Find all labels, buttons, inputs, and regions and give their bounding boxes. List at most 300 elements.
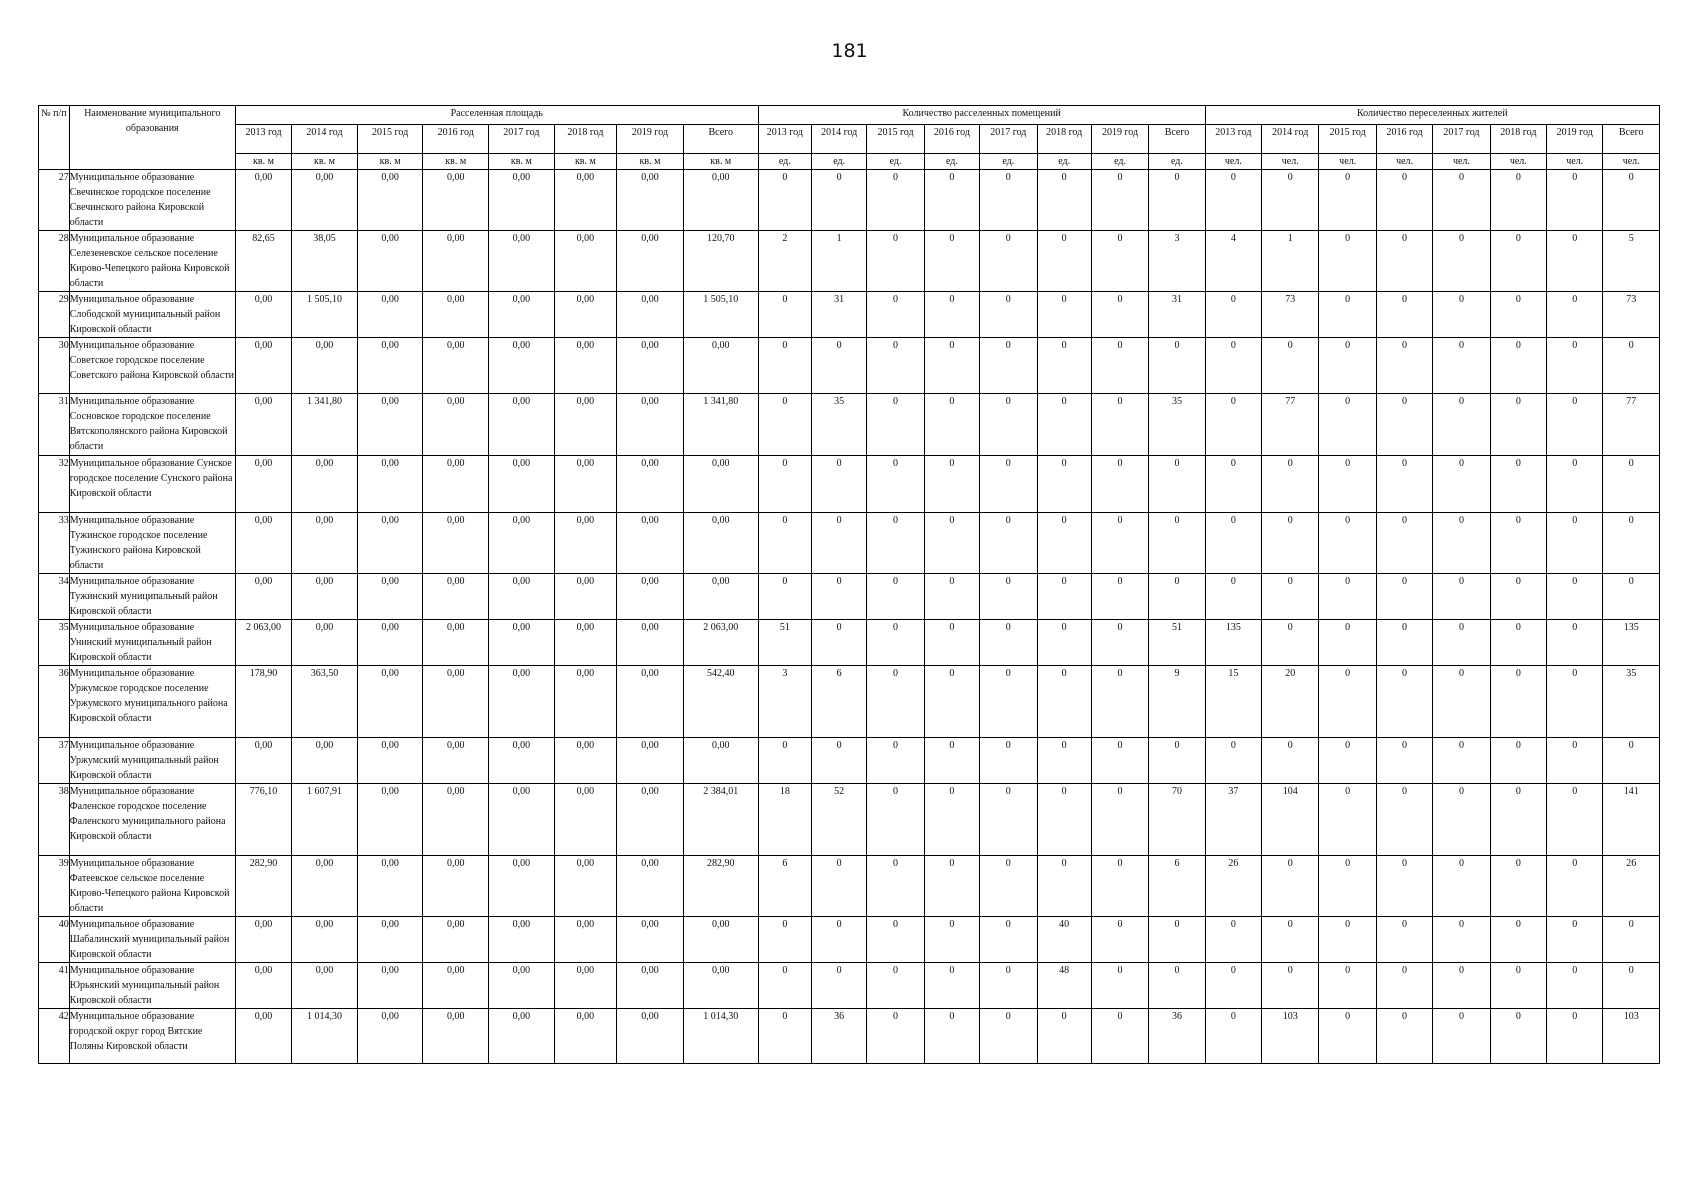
residents-value: 5 (1603, 231, 1660, 292)
units-value: 1 (811, 231, 866, 292)
unit-label: чел. (1376, 154, 1432, 170)
units-value: 6 (811, 666, 866, 738)
area-value: 2 384,01 (683, 784, 758, 856)
residents-value: 77 (1603, 394, 1660, 456)
units-value: 0 (867, 738, 924, 784)
year-header: Всего (1603, 125, 1660, 154)
municipality-name: Муниципальное образование Селезеневское сельское поселение Кирово-Чепецкого района Кировской области (69, 231, 235, 292)
residents-value: 0 (1319, 456, 1376, 513)
area-value: 0,00 (357, 231, 423, 292)
municipality-name: Муниципальное образование Тужинский муниципальный район Кировской области (69, 574, 235, 620)
units-value: 0 (867, 856, 924, 917)
area-value: 0,00 (292, 170, 358, 231)
units-value: 0 (1091, 856, 1148, 917)
table-row (39, 170, 1660, 231)
units-value: 0 (758, 338, 811, 394)
table-row (39, 394, 1660, 456)
area-value: 0,00 (489, 738, 555, 784)
units-value: 0 (867, 784, 924, 856)
area-value: 0,00 (423, 1009, 489, 1064)
residents-value: 0 (1433, 738, 1490, 784)
area-value: 0,00 (357, 394, 423, 456)
units-value: 0 (924, 338, 979, 394)
residents-value: 0 (1433, 292, 1490, 338)
residents-value: 0 (1490, 170, 1546, 231)
units-value: 0 (758, 394, 811, 456)
units-value: 0 (1037, 338, 1091, 394)
units-value: 0 (1037, 856, 1091, 917)
units-value: 6 (1149, 856, 1205, 917)
area-value: 0,00 (235, 1009, 291, 1064)
residents-value: 0 (1262, 738, 1319, 784)
area-value: 0,00 (489, 666, 555, 738)
residents-value: 0 (1262, 917, 1319, 963)
units-value: 48 (1037, 963, 1091, 1009)
residents-value: 0 (1490, 856, 1546, 917)
units-value: 0 (924, 1009, 979, 1064)
residents-value: 0 (1547, 456, 1603, 513)
residents-value: 0 (1205, 394, 1261, 456)
area-value: 1 505,10 (292, 292, 358, 338)
area-value: 0,00 (554, 170, 617, 231)
residents-value: 0 (1603, 338, 1660, 394)
area-value: 0,00 (423, 231, 489, 292)
row-number: 32 (39, 456, 70, 513)
unit-label: чел. (1433, 154, 1490, 170)
area-value: 0,00 (423, 292, 489, 338)
residents-value: 0 (1547, 917, 1603, 963)
area-value: 0,00 (357, 784, 423, 856)
area-value: 38,05 (292, 231, 358, 292)
residents-value: 0 (1319, 231, 1376, 292)
area-value: 0,00 (554, 784, 617, 856)
units-value: 0 (1037, 784, 1091, 856)
area-value: 0,00 (617, 338, 684, 394)
residents-value: 0 (1490, 917, 1546, 963)
units-value: 0 (1149, 574, 1205, 620)
residents-value: 20 (1262, 666, 1319, 738)
residents-value: 0 (1547, 856, 1603, 917)
unit-label: ед. (1091, 154, 1148, 170)
year-header: 2016 год (423, 125, 489, 154)
units-value: 0 (867, 666, 924, 738)
area-value: 0,00 (489, 338, 555, 394)
area-value: 0,00 (235, 456, 291, 513)
residents-value: 0 (1376, 738, 1432, 784)
units-value: 0 (867, 513, 924, 574)
area-value: 0,00 (489, 620, 555, 666)
units-value: 0 (1037, 666, 1091, 738)
header-row-groups (39, 106, 1660, 125)
residents-value: 0 (1319, 513, 1376, 574)
unit-label: чел. (1603, 154, 1660, 170)
residents-value: 0 (1205, 456, 1261, 513)
area-value: 0,00 (235, 170, 291, 231)
municipality-name: Муниципальное образование Сосновское городское поселение Вятскополянского района Кировской области (69, 394, 235, 456)
area-value: 0,00 (489, 231, 555, 292)
row-number: 36 (39, 666, 70, 738)
units-value: 0 (1149, 513, 1205, 574)
area-value: 0,00 (683, 456, 758, 513)
units-value: 0 (980, 170, 1037, 231)
residents-value: 0 (1319, 784, 1376, 856)
year-header: Всего (683, 125, 758, 154)
units-value: 0 (1091, 394, 1148, 456)
municipality-name: Муниципальное образование Тужинское городское поселение Тужинского района Кировской области (69, 513, 235, 574)
units-value: 0 (1037, 231, 1091, 292)
area-value: 1 341,80 (292, 394, 358, 456)
area-value: 178,90 (235, 666, 291, 738)
row-number: 38 (39, 784, 70, 856)
units-value: 0 (924, 170, 979, 231)
residents-value: 0 (1547, 292, 1603, 338)
year-header: 2016 год (924, 125, 979, 154)
row-number: 37 (39, 738, 70, 784)
area-value: 1 341,80 (683, 394, 758, 456)
residents-value: 0 (1376, 666, 1432, 738)
units-value: 0 (924, 292, 979, 338)
residents-value: 0 (1376, 170, 1432, 231)
area-value: 0,00 (617, 394, 684, 456)
units-value: 0 (811, 738, 866, 784)
residents-value: 0 (1603, 963, 1660, 1009)
units-value: 0 (1091, 738, 1148, 784)
year-header: 2017 год (489, 125, 555, 154)
area-value: 2 063,00 (683, 620, 758, 666)
units-value: 0 (980, 574, 1037, 620)
residents-value: 0 (1490, 738, 1546, 784)
area-value: 0,00 (683, 963, 758, 1009)
units-value: 70 (1149, 784, 1205, 856)
residents-value: 73 (1262, 292, 1319, 338)
residents-value: 0 (1262, 620, 1319, 666)
row-number: 29 (39, 292, 70, 338)
area-value: 0,00 (489, 1009, 555, 1064)
row-number: 42 (39, 1009, 70, 1064)
residents-value: 104 (1262, 784, 1319, 856)
residents-value: 0 (1490, 666, 1546, 738)
units-value: 0 (1149, 963, 1205, 1009)
units-value: 0 (1091, 513, 1148, 574)
units-value: 0 (811, 170, 866, 231)
row-number: 30 (39, 338, 70, 394)
units-value: 40 (1037, 917, 1091, 963)
area-value: 1 014,30 (292, 1009, 358, 1064)
area-value: 0,00 (554, 338, 617, 394)
unit-label: ед. (924, 154, 979, 170)
area-value: 0,00 (423, 338, 489, 394)
area-value: 0,00 (617, 170, 684, 231)
table-row (39, 338, 1660, 394)
year-header: Всего (1149, 125, 1205, 154)
area-value: 0,00 (357, 513, 423, 574)
area-value: 0,00 (617, 620, 684, 666)
area-value: 0,00 (423, 574, 489, 620)
units-value: 0 (924, 620, 979, 666)
units-value: 0 (980, 1009, 1037, 1064)
units-value: 0 (980, 292, 1037, 338)
residents-value: 0 (1490, 292, 1546, 338)
year-header: 2015 год (1319, 125, 1376, 154)
area-value: 0,00 (357, 338, 423, 394)
row-number: 40 (39, 917, 70, 963)
area-value: 282,90 (235, 856, 291, 917)
unit-label: чел. (1547, 154, 1603, 170)
table-row (39, 620, 1660, 666)
residents-value: 0 (1319, 917, 1376, 963)
units-value: 0 (867, 917, 924, 963)
area-value: 0,00 (357, 917, 423, 963)
units-value: 0 (1091, 231, 1148, 292)
units-value: 0 (1091, 666, 1148, 738)
residents-value: 73 (1603, 292, 1660, 338)
units-value: 0 (924, 738, 979, 784)
units-value: 0 (1037, 738, 1091, 784)
residents-value: 0 (1547, 394, 1603, 456)
units-value: 0 (811, 917, 866, 963)
area-value: 0,00 (292, 856, 358, 917)
residents-value: 0 (1319, 292, 1376, 338)
residents-value: 0 (1433, 917, 1490, 963)
area-value: 0,00 (235, 738, 291, 784)
area-value: 0,00 (423, 456, 489, 513)
residents-value: 103 (1603, 1009, 1660, 1064)
residents-value: 0 (1547, 738, 1603, 784)
residents-value: 0 (1547, 1009, 1603, 1064)
row-number: 34 (39, 574, 70, 620)
residents-value: 0 (1205, 513, 1261, 574)
residents-value: 0 (1547, 574, 1603, 620)
units-value: 0 (758, 456, 811, 513)
residents-value: 0 (1319, 738, 1376, 784)
units-value: 0 (980, 338, 1037, 394)
area-value: 0,00 (683, 513, 758, 574)
units-value: 0 (867, 170, 924, 231)
area-value: 0,00 (617, 917, 684, 963)
units-value: 0 (924, 394, 979, 456)
residents-value: 0 (1490, 620, 1546, 666)
residents-value: 0 (1490, 784, 1546, 856)
units-value: 2 (758, 231, 811, 292)
unit-label: чел. (1205, 154, 1261, 170)
area-value: 0,00 (423, 394, 489, 456)
units-value: 0 (924, 784, 979, 856)
area-value: 0,00 (235, 513, 291, 574)
area-value: 0,00 (235, 574, 291, 620)
row-number: 41 (39, 963, 70, 1009)
residents-value: 37 (1205, 784, 1261, 856)
year-header: 2018 год (1037, 125, 1091, 154)
residents-value: 0 (1262, 574, 1319, 620)
area-value: 0,00 (554, 856, 617, 917)
area-value: 82,65 (235, 231, 291, 292)
residents-value: 0 (1205, 574, 1261, 620)
area-value: 0,00 (423, 856, 489, 917)
residents-value: 135 (1205, 620, 1261, 666)
units-value: 0 (811, 513, 866, 574)
residents-value: 0 (1205, 917, 1261, 963)
units-value: 0 (980, 231, 1037, 292)
units-value: 0 (1149, 170, 1205, 231)
residents-value: 0 (1490, 338, 1546, 394)
year-header: 2018 год (554, 125, 617, 154)
units-value: 0 (811, 574, 866, 620)
row-number: 39 (39, 856, 70, 917)
table-row (39, 666, 1660, 738)
area-value: 0,00 (357, 1009, 423, 1064)
area-value: 0,00 (554, 574, 617, 620)
residents-value: 0 (1376, 620, 1432, 666)
row-number: 27 (39, 170, 70, 231)
units-value: 0 (980, 394, 1037, 456)
residents-value: 0 (1490, 513, 1546, 574)
area-value: 0,00 (489, 292, 555, 338)
residents-value: 0 (1547, 963, 1603, 1009)
units-value: 0 (867, 231, 924, 292)
units-value: 0 (811, 338, 866, 394)
unit-label: кв. м (554, 154, 617, 170)
residents-value: 0 (1547, 170, 1603, 231)
residents-value: 0 (1205, 292, 1261, 338)
area-value: 0,00 (617, 666, 684, 738)
units-value: 0 (924, 856, 979, 917)
residents-value: 0 (1433, 574, 1490, 620)
residents-value: 0 (1319, 856, 1376, 917)
units-value: 0 (867, 394, 924, 456)
year-header: 2014 год (1262, 125, 1319, 154)
table-row (39, 1009, 1660, 1064)
year-header: 2015 год (867, 125, 924, 154)
residents-value: 26 (1205, 856, 1261, 917)
residents-value: 0 (1319, 666, 1376, 738)
residents-value: 0 (1490, 456, 1546, 513)
area-value: 0,00 (683, 338, 758, 394)
table-row (39, 963, 1660, 1009)
units-value: 0 (1091, 784, 1148, 856)
area-value: 0,00 (423, 513, 489, 574)
unit-label: кв. м (423, 154, 489, 170)
residents-value: 0 (1319, 394, 1376, 456)
area-value: 0,00 (617, 1009, 684, 1064)
area-value: 0,00 (489, 963, 555, 1009)
residents-value: 0 (1319, 170, 1376, 231)
area-value: 0,00 (357, 456, 423, 513)
row-number: 33 (39, 513, 70, 574)
unit-label: кв. м (357, 154, 423, 170)
area-value: 0,00 (357, 574, 423, 620)
area-value: 0,00 (617, 784, 684, 856)
area-value: 0,00 (554, 394, 617, 456)
year-header: 2019 год (1547, 125, 1603, 154)
residents-value: 0 (1262, 513, 1319, 574)
units-value: 0 (924, 456, 979, 513)
residents-value: 0 (1433, 856, 1490, 917)
residents-value: 0 (1603, 917, 1660, 963)
area-value: 0,00 (292, 338, 358, 394)
residents-value: 103 (1262, 1009, 1319, 1064)
units-value: 3 (1149, 231, 1205, 292)
group-header-area: Расселенная площадь (235, 106, 758, 125)
area-value: 0,00 (292, 574, 358, 620)
units-value: 0 (1037, 620, 1091, 666)
area-value: 0,00 (617, 738, 684, 784)
residents-value: 0 (1376, 574, 1432, 620)
residents-value: 0 (1603, 456, 1660, 513)
units-value: 0 (811, 856, 866, 917)
units-value: 0 (1091, 963, 1148, 1009)
units-value: 18 (758, 784, 811, 856)
units-value: 0 (1091, 1009, 1148, 1064)
area-value: 0,00 (423, 666, 489, 738)
units-value: 51 (758, 620, 811, 666)
area-value: 0,00 (617, 513, 684, 574)
residents-value: 0 (1547, 231, 1603, 292)
area-value: 0,00 (423, 620, 489, 666)
residents-value: 0 (1262, 456, 1319, 513)
resettlement-table (38, 105, 1660, 1064)
residents-value: 0 (1319, 963, 1376, 1009)
residents-value: 0 (1603, 513, 1660, 574)
residents-value: 0 (1376, 338, 1432, 394)
residents-value: 0 (1490, 394, 1546, 456)
area-value: 0,00 (423, 738, 489, 784)
residents-value: 0 (1433, 394, 1490, 456)
units-value: 0 (924, 231, 979, 292)
unit-label: чел. (1319, 154, 1376, 170)
table-row (39, 513, 1660, 574)
area-value: 0,00 (554, 620, 617, 666)
area-value: 0,00 (489, 784, 555, 856)
units-value: 0 (924, 666, 979, 738)
residents-value: 0 (1376, 856, 1432, 917)
unit-label: кв. м (489, 154, 555, 170)
area-value: 0,00 (292, 738, 358, 784)
residents-value: 0 (1547, 338, 1603, 394)
municipality-name: Муниципальное образование Сунское городское поселение Сунского района Кировской области (69, 456, 235, 513)
units-value: 0 (1091, 917, 1148, 963)
table-row (39, 917, 1660, 963)
units-value: 0 (758, 1009, 811, 1064)
table-row (39, 856, 1660, 917)
units-value: 0 (758, 738, 811, 784)
year-header: 2014 год (811, 125, 866, 154)
area-value: 0,00 (235, 963, 291, 1009)
units-value: 0 (1149, 338, 1205, 394)
area-value: 0,00 (554, 917, 617, 963)
residents-value: 77 (1262, 394, 1319, 456)
residents-value: 141 (1603, 784, 1660, 856)
area-value: 1 607,91 (292, 784, 358, 856)
unit-label: ед. (980, 154, 1037, 170)
municipality-name: Муниципальное образование Слободской муниципальный район Кировской области (69, 292, 235, 338)
units-value: 51 (1149, 620, 1205, 666)
area-value: 0,00 (235, 292, 291, 338)
area-value: 0,00 (617, 456, 684, 513)
residents-value: 0 (1319, 1009, 1376, 1064)
residents-value: 0 (1262, 856, 1319, 917)
area-value: 282,90 (683, 856, 758, 917)
area-value: 0,00 (292, 917, 358, 963)
area-value: 0,00 (554, 666, 617, 738)
units-value: 0 (867, 338, 924, 394)
residents-value: 0 (1376, 456, 1432, 513)
unit-label: ед. (1149, 154, 1205, 170)
residents-value: 0 (1205, 338, 1261, 394)
header-row-years (39, 125, 1660, 154)
area-value: 0,00 (683, 574, 758, 620)
units-value: 0 (758, 513, 811, 574)
area-value: 0,00 (489, 856, 555, 917)
